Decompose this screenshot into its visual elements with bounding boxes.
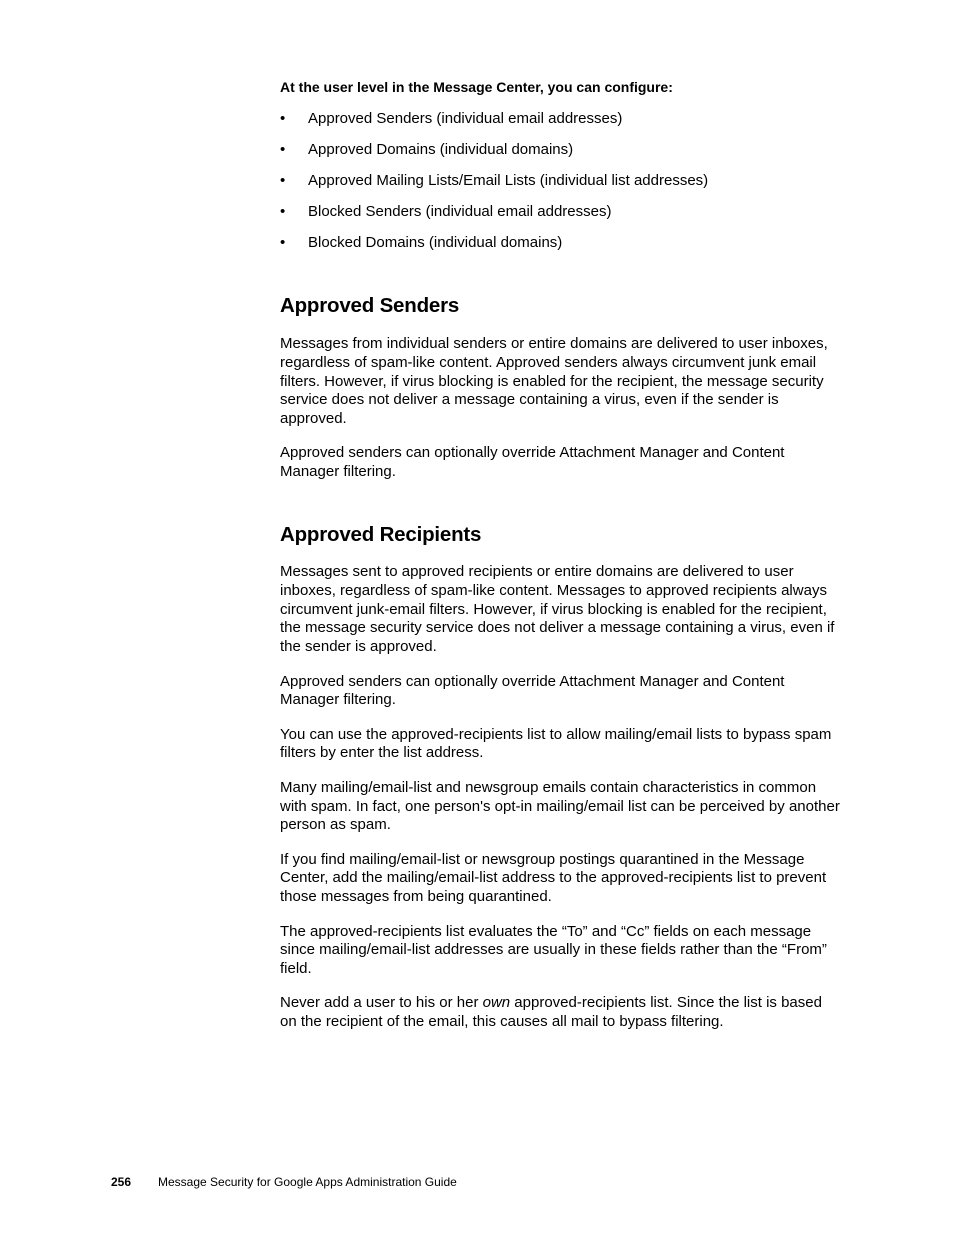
page-number: 256 — [111, 1175, 132, 1189]
intro-text: At the user level in the Message Center, you can configure: — [280, 79, 673, 95]
list-item-text: Approved Domains (individual domains) — [308, 141, 574, 158]
bullet-icon: • — [280, 203, 286, 220]
list-item — [280, 233, 842, 252]
list-item-text: Approved Senders (individual email addresses) — [308, 110, 623, 127]
warning-text-start: Never add a user to his or her — [280, 994, 483, 1012]
bullet-icon: • — [280, 234, 286, 251]
list-item — [280, 109, 842, 128]
paragraph: If you find mailing/email-list or newsgroup postings quarantined in the Message Center, add the mailing/email-list address to the approved-recipients list to prevent those messages from being quarantined. — [280, 850, 827, 906]
list-item-text: Blocked Domains (individual domains) — [308, 234, 563, 251]
paragraph: Messages sent to approved recipients or entire domains are delivered to user inboxes, regardless of spam-like content. Messages to approved recipients always circumvent junk-email filters. However, if virus blocking is enabled for the recipient, the message security service does not deliver a message containing a virus, even if the sender is approved. — [280, 563, 835, 656]
paragraph: Many mailing/email-list and newsgroup emails contain characteristics in common with spam. In fact, one person's opt-in mailing/email list can be perceived by another person as spam. — [280, 778, 840, 834]
emphasis-own: own — [482, 994, 511, 1012]
configurable-items-list — [280, 109, 842, 252]
bullet-icon: • — [280, 110, 286, 127]
list-item — [280, 171, 842, 190]
list-item-text: Blocked Senders (individual email addresses) — [308, 203, 612, 220]
paragraph-warning — [280, 994, 842, 1032]
page-footer — [111, 1174, 457, 1190]
guide-title: Message Security for Google Apps Administration Guide — [158, 1175, 457, 1189]
list-item — [280, 202, 842, 221]
bullet-icon: • — [280, 141, 286, 158]
section-heading-approved-senders: Approved Senders — [280, 294, 460, 317]
paragraph: You can use the approved-recipients list to allow mailing/email lists to bypass spam filters by enter the list address. — [280, 725, 832, 762]
list-item — [280, 140, 842, 159]
paragraph: Messages from individual senders or entire domains are delivered to user inboxes, regardless of spam-like content. Approved senders always circumvent junk email filters. However, if virus blocking is enabled for the recipient, the message security service does not deliver a message containing a virus, even if the sender is approved. — [280, 335, 828, 428]
page-content — [280, 78, 842, 1048]
section-heading-approved-recipients: Approved Recipients — [280, 523, 482, 547]
bullet-icon: • — [280, 172, 286, 189]
paragraph: Approved senders can optionally override Attachment Manager and Content Manager filtering. — [280, 444, 785, 481]
paragraph: The approved-recipients list evaluates the “To” and “Cc” fields on each message since mailing/email-list addresses are usually in these fields rather than the “From” field. — [280, 922, 827, 978]
list-item-text: Approved Mailing Lists/Email Lists (individual list addresses) — [308, 172, 709, 189]
paragraph: Approved senders can optionally override Attachment Manager and Content Manager filtering. — [280, 672, 785, 709]
warning-text-end: approved-recipients list. Since the list is based on the recipient of the email, this causes all mail to bypass filtering. — [280, 994, 822, 1031]
